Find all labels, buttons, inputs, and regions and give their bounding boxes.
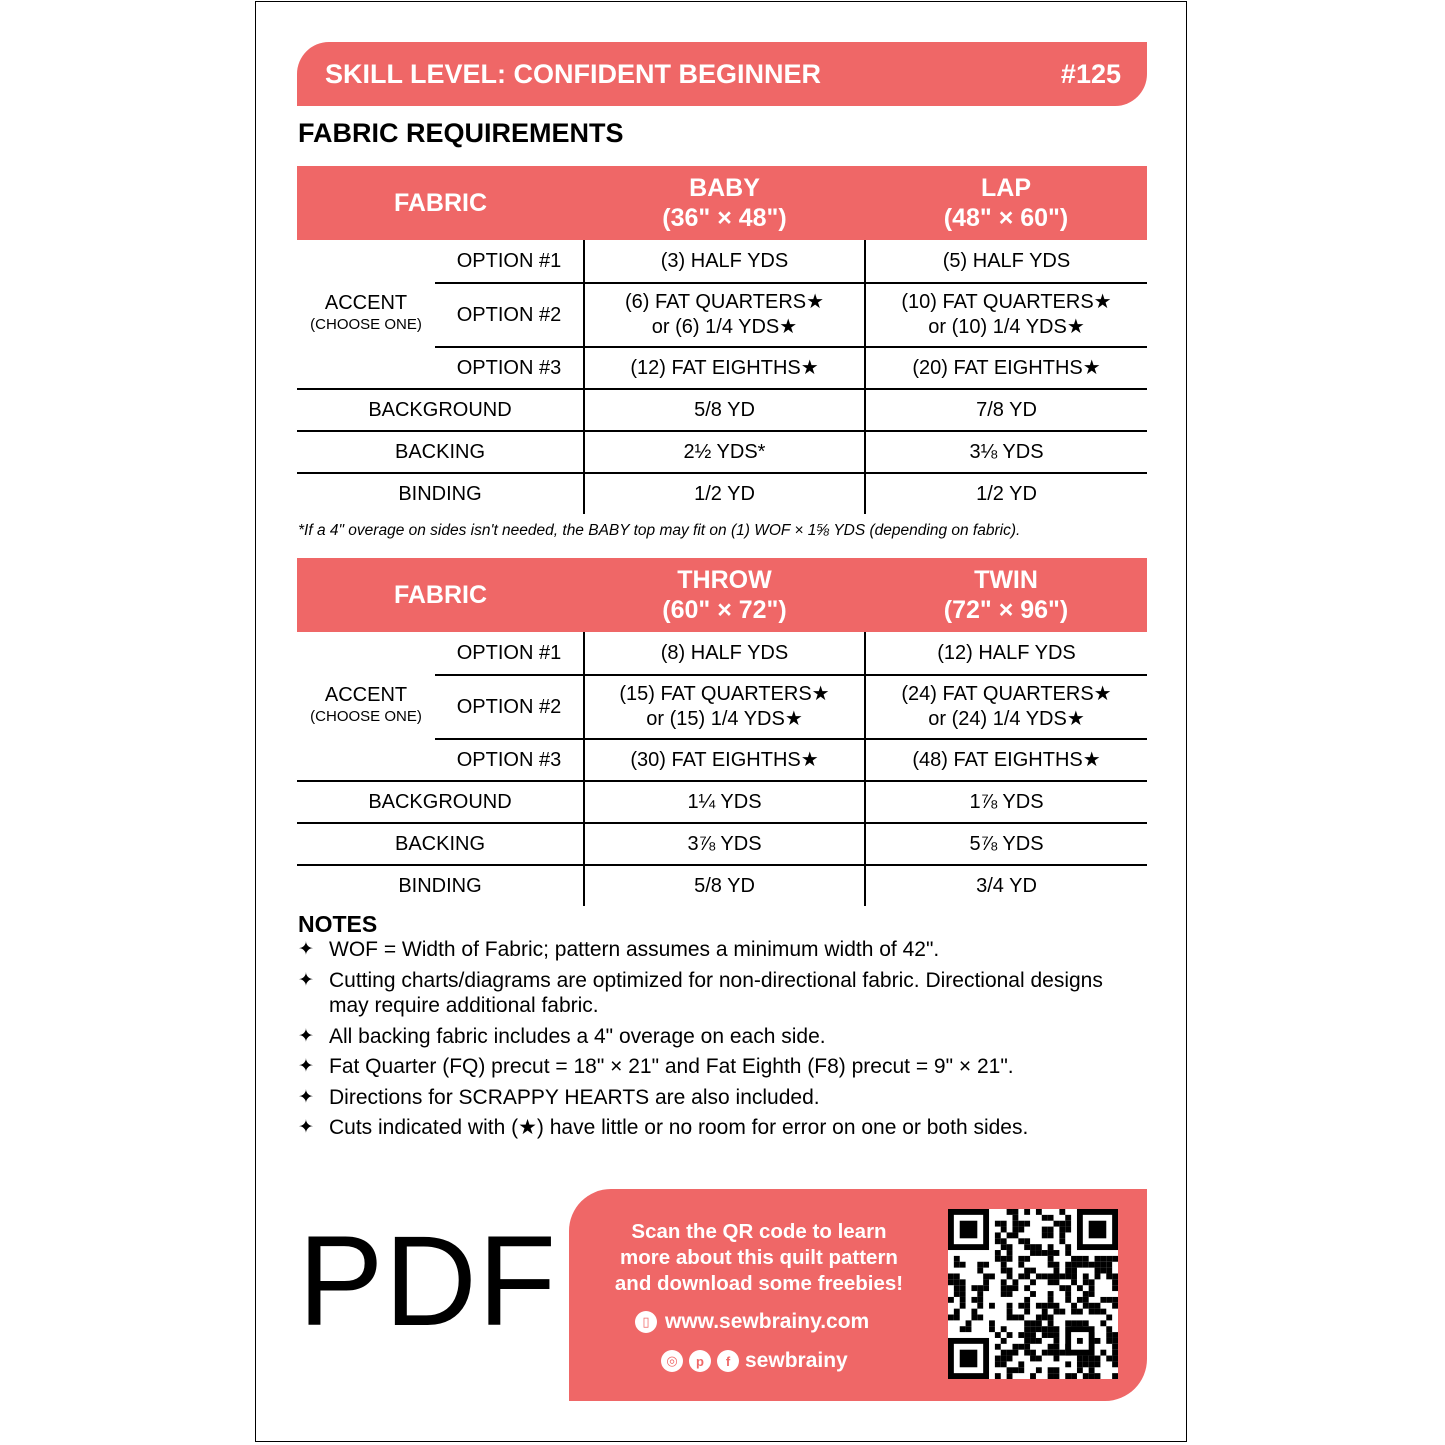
instagram-icon[interactable]: ◎ [661, 1350, 683, 1372]
note-text: Cutting charts/diagrams are optimized for non-directional fabric. Directional designs may require additional fabric. [329, 968, 1103, 1017]
note-item [298, 1024, 1128, 1050]
size-dimensions: (72" × 96") [943, 596, 1069, 624]
row-value: 5/8 YD [584, 389, 865, 431]
website-link[interactable]: www.sewbrainy.com [665, 1310, 870, 1333]
table-row [297, 240, 1147, 283]
phone-icon: ▯ [635, 1311, 657, 1333]
size-header [865, 558, 1147, 632]
size-name: TWIN [974, 566, 1038, 594]
sparkle-icon: ✦ [298, 1117, 314, 1138]
size-name: THROW [677, 566, 772, 594]
skill-level-text: SKILL LEVEL: CONFIDENT BEGINNER [325, 58, 822, 89]
option-value-line: (15) FAT QUARTERS★ [619, 683, 830, 705]
size-dimensions: (60" × 72") [662, 596, 787, 624]
skill-level-bar [297, 42, 1147, 106]
promo-line: Scan the QR code to learn [631, 1220, 887, 1243]
table-row [297, 473, 1147, 514]
option-value-line: or (15) 1/4 YDS★ [646, 708, 803, 730]
option-value [584, 739, 865, 781]
social-row [661, 1349, 848, 1373]
note-item [298, 1085, 1128, 1111]
option-label: OPTION #3 [435, 739, 584, 781]
size-header [865, 166, 1147, 240]
size-dimensions: (36" × 48") [662, 204, 787, 232]
option-value [584, 632, 865, 675]
option-value-line: or (6) 1/4 YDS★ [651, 316, 798, 338]
option-value [865, 739, 1147, 781]
table-row [297, 865, 1147, 906]
sparkle-icon: ✦ [298, 939, 314, 960]
sparkle-icon: ✦ [298, 1086, 314, 1108]
table-row [297, 632, 1147, 675]
sparkle-icon: ✦ [298, 969, 314, 991]
option-label: OPTION #1 [456, 249, 562, 272]
option-value-line: or (10) 1/4 YDS★ [928, 316, 1085, 338]
row-value: 1/2 YD [865, 473, 1147, 514]
note-text: WOF = Width of Fabric; pattern assumes a minimum width of 42". [329, 938, 940, 961]
row-value: 1¼ YDS [584, 781, 865, 823]
row-label: BACKING [297, 823, 584, 865]
option-label: OPTION #2 [435, 675, 584, 739]
accent-label-cell [297, 240, 435, 389]
accent-sublabel: (CHOOSE ONE) [310, 708, 422, 725]
option-label: OPTION #1 [456, 641, 562, 664]
section-title: FABRIC REQUIREMENTS [298, 118, 624, 148]
pattern-number: #125 [1060, 58, 1121, 89]
row-value: 5/8 YD [584, 865, 865, 906]
size-header [584, 166, 865, 240]
note-item [298, 937, 1128, 963]
option-value-line: (48) FAT EIGHTHS★ [912, 748, 1101, 771]
option-value-line: (8) HALF YDS [660, 641, 789, 664]
row-label: BINDING [297, 865, 584, 906]
row-value: 3⅞ YDS [584, 823, 865, 865]
fabric-header: FABRIC [297, 166, 584, 240]
promo-line: and download some freebies! [614, 1272, 904, 1295]
facebook-icon[interactable]: f [717, 1350, 739, 1372]
option-value-line: or (24) 1/4 YDS★ [928, 708, 1085, 730]
option-value-line: (20) FAT EIGHTHS★ [912, 356, 1101, 379]
accent-label-cell [297, 632, 435, 781]
row-label: BACKGROUND [297, 389, 584, 431]
accent-label: ACCENT [324, 292, 408, 314]
notes-title: NOTES [298, 911, 378, 937]
notes-list [298, 937, 1128, 1146]
option-value [865, 632, 1147, 675]
promo-line: more about this quilt pattern [620, 1246, 898, 1269]
option-value-line: (6) FAT QUARTERS★ [624, 291, 825, 313]
row-value: 3/4 YD [865, 865, 1147, 906]
size-header [584, 558, 865, 632]
sparkle-icon: ✦ [298, 1056, 314, 1077]
note-text: All backing fabric includes a 4" overage on each side. [329, 1024, 826, 1048]
option-value-line: (3) HALF YDS [660, 249, 789, 272]
row-value: 1/2 YD [584, 473, 865, 514]
option-value-line: (5) HALF YDS [942, 249, 1071, 272]
row-label: BACKGROUND [297, 781, 584, 823]
option-value [865, 240, 1147, 283]
table-row [297, 389, 1147, 431]
table-row [297, 823, 1147, 865]
row-value: 1⅞ YDS [865, 781, 1147, 823]
table-row [297, 781, 1147, 823]
note-item [298, 1115, 1128, 1141]
option-value [865, 347, 1147, 389]
option-value [865, 283, 1147, 347]
option-value [865, 675, 1147, 739]
row-value: 5⅞ YDS [865, 823, 1147, 865]
pinterest-icon[interactable]: p [689, 1350, 711, 1372]
option-value-line: (24) FAT QUARTERS★ [901, 683, 1112, 705]
promo-text [589, 1219, 929, 1297]
row-value: 2½ YDS* [584, 431, 865, 473]
accent-label: ACCENT [324, 684, 408, 706]
option-value-line: (30) FAT EIGHTHS★ [630, 748, 819, 771]
row-label: BACKING [297, 431, 584, 473]
note-item [298, 968, 1128, 1019]
accent-sublabel: (CHOOSE ONE) [310, 316, 422, 333]
option-value [584, 283, 865, 347]
fabric-header: FABRIC [297, 558, 584, 632]
size-name: BABY [689, 174, 760, 202]
row-label: BINDING [297, 473, 584, 514]
note-text: Cuts indicated with (★) have little or no room for error on one or both sides. [329, 1116, 1029, 1139]
option-label: OPTION #3 [435, 347, 584, 389]
social-handle[interactable]: sewbrainy [745, 1349, 848, 1372]
pdf-label: PDF [298, 1210, 557, 1353]
size-dimensions: (48" × 60") [943, 204, 1069, 232]
option-value [584, 347, 865, 389]
note-text: Fat Quarter (FQ) precut = 18" × 21" and Fat Eighth (F8) precut = 9" × 21". [329, 1055, 1014, 1078]
row-value: 7/8 YD [865, 389, 1147, 431]
option-label: OPTION #2 [435, 283, 584, 347]
fabric-table-throw-twin [297, 558, 1147, 906]
option-value [584, 675, 865, 739]
fabric-table-baby-lap [297, 166, 1147, 514]
option-value-line: (10) FAT QUARTERS★ [901, 291, 1112, 313]
promo-box [569, 1189, 1147, 1401]
size-name: LAP [981, 174, 1031, 202]
footnote: *If a 4" overage on sides isn't needed, the BABY top may fit on (1) WOF × 1⅝ YDS (depending on fabric). [298, 522, 1021, 539]
option-value-line: (12) HALF YDS [937, 641, 1076, 664]
qr-code-icon[interactable] [948, 1209, 1118, 1379]
website-row [635, 1310, 869, 1334]
note-item [298, 1054, 1128, 1080]
table-row [297, 431, 1147, 473]
row-value: 3⅛ YDS [865, 431, 1147, 473]
option-value-line: (12) FAT EIGHTHS★ [630, 356, 819, 379]
note-text: Directions for SCRAPPY HEARTS are also included. [329, 1085, 820, 1109]
option-value [584, 240, 865, 283]
sparkle-icon: ✦ [298, 1025, 314, 1047]
